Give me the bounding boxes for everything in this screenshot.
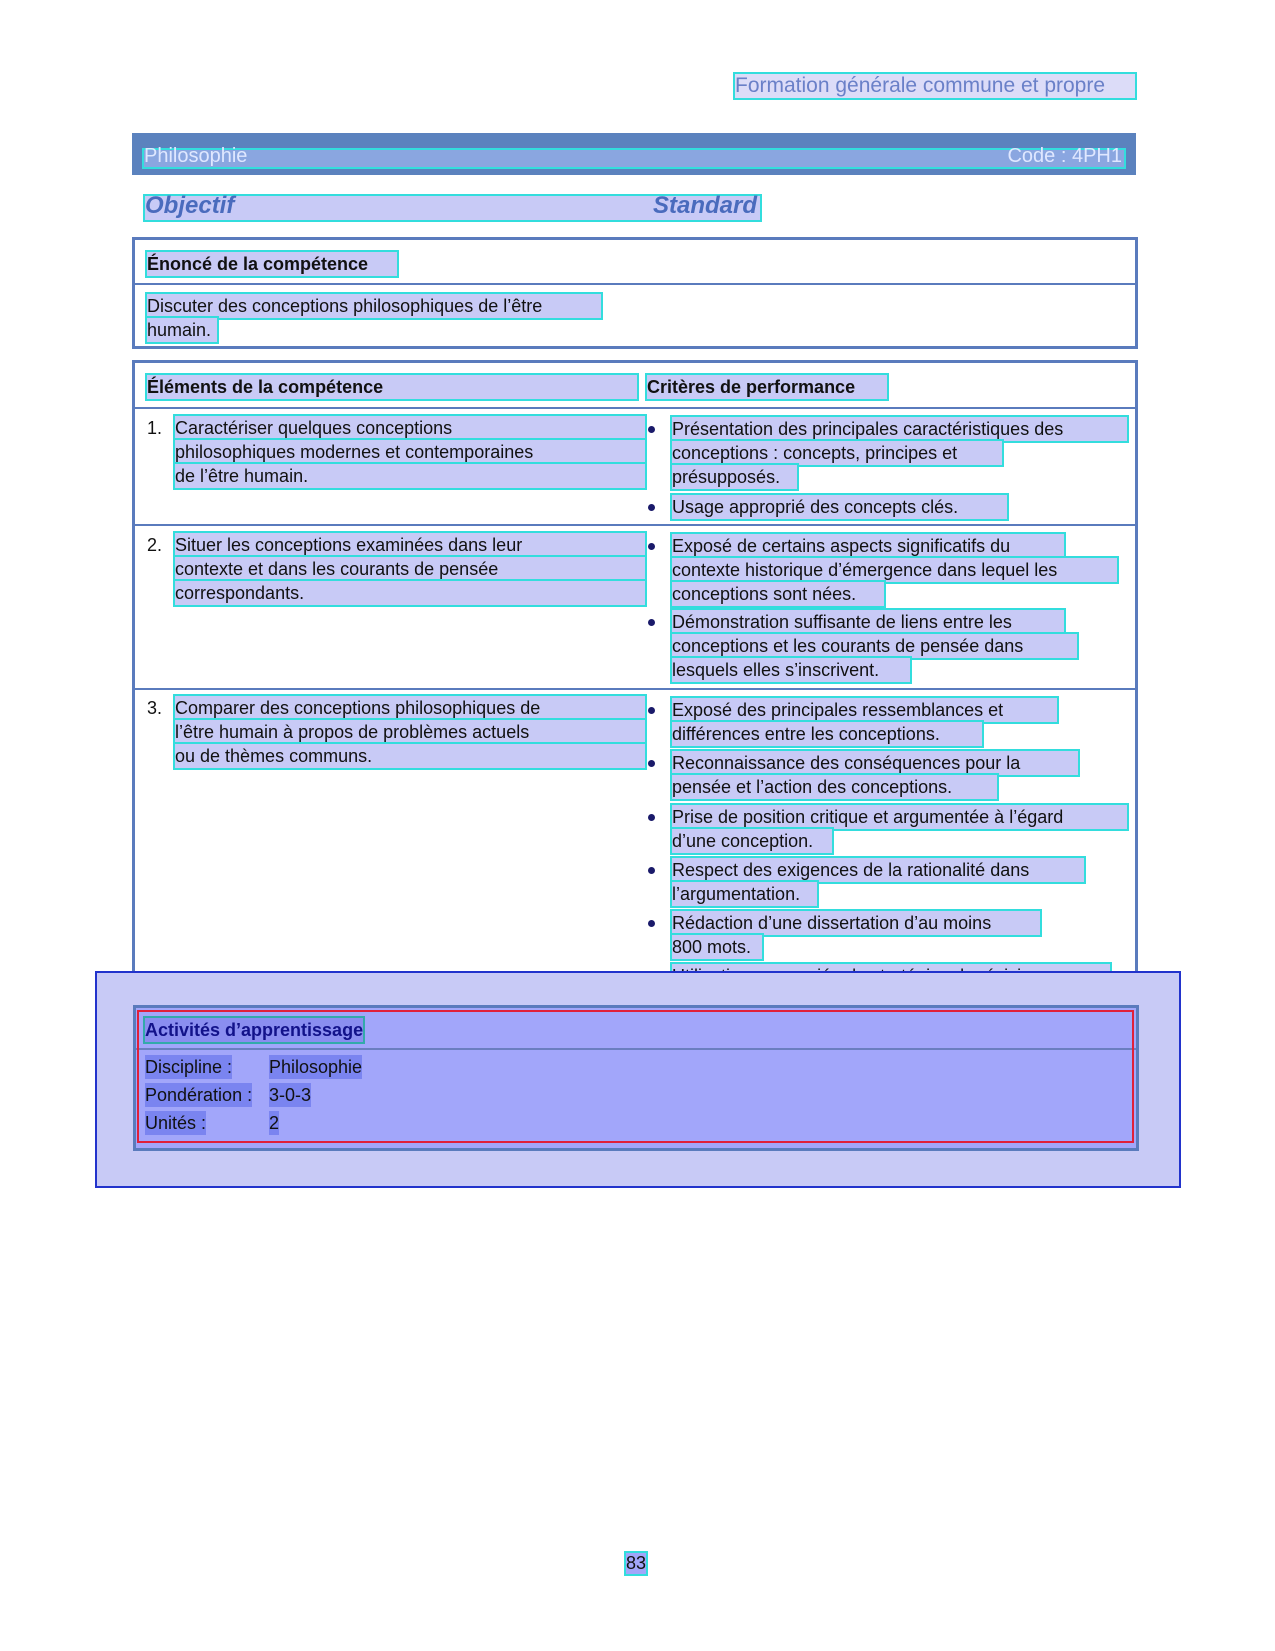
course-titlebar bbox=[132, 133, 1136, 175]
criterion-line: Exposé des principales ressemblances et bbox=[672, 698, 1057, 722]
activities-selection-outline bbox=[137, 1010, 1134, 1143]
bullet-icon bbox=[648, 760, 655, 767]
enonce-box bbox=[132, 237, 1138, 349]
titlebar-highlight bbox=[144, 150, 1124, 167]
table-header-divider bbox=[135, 407, 1135, 409]
standard-heading: Standard bbox=[653, 192, 758, 219]
elements-heading: Éléments de la compétence bbox=[147, 375, 637, 399]
bullet-icon bbox=[648, 814, 655, 821]
criterion-line: Reconnaissance des conséquences pour la bbox=[672, 751, 1078, 775]
element-line: l’être humain à propos de problèmes actuels bbox=[175, 720, 645, 744]
criterion-line: d’une conception. bbox=[672, 829, 832, 853]
discipline-label: Discipline : bbox=[145, 1057, 233, 1077]
enonce-heading: Énoncé de la compétence bbox=[147, 252, 397, 276]
ponderation-label: Pondération : bbox=[145, 1085, 253, 1105]
enonce-line-2: humain. bbox=[147, 318, 217, 342]
criterion-line: Rédaction d’une dissertation d’au moins bbox=[672, 911, 1040, 935]
element-line: correspondants. bbox=[175, 581, 645, 605]
element-line: Situer les conceptions examinées dans leur bbox=[175, 533, 645, 557]
course-discipline: Philosophie bbox=[144, 145, 248, 167]
criterion-line: conceptions sont nées. bbox=[672, 582, 884, 606]
bullet-icon bbox=[648, 426, 655, 433]
discipline-value: Philosophie bbox=[269, 1057, 363, 1077]
criterion-line: conceptions et les courants de pensée dans bbox=[672, 634, 1077, 658]
competence-table bbox=[132, 360, 1138, 994]
element-number: 2. bbox=[147, 535, 163, 555]
criterion-line: Respect des exigences de la rationalité dans bbox=[672, 858, 1084, 882]
criterion-line: l’argumentation. bbox=[672, 882, 817, 906]
criterion-line: présupposés. bbox=[672, 465, 797, 489]
bullet-icon bbox=[648, 504, 655, 511]
element-number: 3. bbox=[147, 698, 163, 718]
criterion-line: Usage approprié des concepts clés. bbox=[672, 495, 1007, 519]
criterion-line: Exposé de certains aspects significatifs du bbox=[672, 534, 1064, 558]
enonce-line-1: Discuter des conceptions philosophiques de l’être bbox=[147, 294, 601, 318]
objective-standard-heading bbox=[145, 192, 760, 220]
bullet-icon bbox=[648, 543, 655, 550]
element-line: Caractériser quelques conceptions bbox=[175, 416, 645, 440]
bullet-icon bbox=[648, 619, 655, 626]
criterion-line: pensée et l’action des conceptions. bbox=[672, 775, 997, 799]
unites-value: 2 bbox=[269, 1113, 280, 1133]
enonce-divider bbox=[135, 283, 1135, 285]
element-line: Comparer des conceptions philosophiques de bbox=[175, 696, 645, 720]
criterion-line: Prise de position critique et argumentée à l’égard bbox=[672, 805, 1127, 829]
criterion-line: Démonstration suffisante de liens entre les bbox=[672, 610, 1064, 634]
row-divider bbox=[135, 688, 1135, 690]
bullet-icon bbox=[648, 920, 655, 927]
row-divider bbox=[135, 524, 1135, 526]
page-number: 83 bbox=[626, 1553, 647, 1573]
criterion-line: lesquels elles s’inscrivent. bbox=[672, 658, 910, 682]
criterion-line: contexte historique d’émergence dans lequel les bbox=[672, 558, 1117, 582]
section-title: Formation générale commune et propre bbox=[735, 74, 1135, 98]
element-line: contexte et dans les courants de pensée bbox=[175, 557, 645, 581]
criterion-line: Présentation des principales caractéristiques des bbox=[672, 417, 1127, 441]
bullet-icon bbox=[648, 707, 655, 714]
unites-label: Unités : bbox=[145, 1113, 207, 1133]
criterion-line: différences entre les conceptions. bbox=[672, 722, 982, 746]
element-number: 1. bbox=[147, 418, 163, 438]
criterion-line: 800 mots. bbox=[672, 935, 762, 959]
criteria-heading: Critères de performance bbox=[647, 375, 887, 399]
bullet-icon bbox=[648, 867, 655, 874]
objectif-heading: Objectif bbox=[145, 192, 235, 219]
element-line: philosophiques modernes et contemporaines bbox=[175, 440, 645, 464]
criterion-line: conceptions : concepts, principes et bbox=[672, 441, 1002, 465]
activities-heading: Activités d’apprentissage bbox=[145, 1020, 364, 1040]
element-line: ou de thèmes communs. bbox=[175, 744, 645, 768]
course-code: Code : 4PH1 bbox=[1007, 145, 1122, 167]
ponderation-value: 3-0-3 bbox=[269, 1085, 312, 1105]
element-line: de l’être humain. bbox=[175, 464, 645, 488]
